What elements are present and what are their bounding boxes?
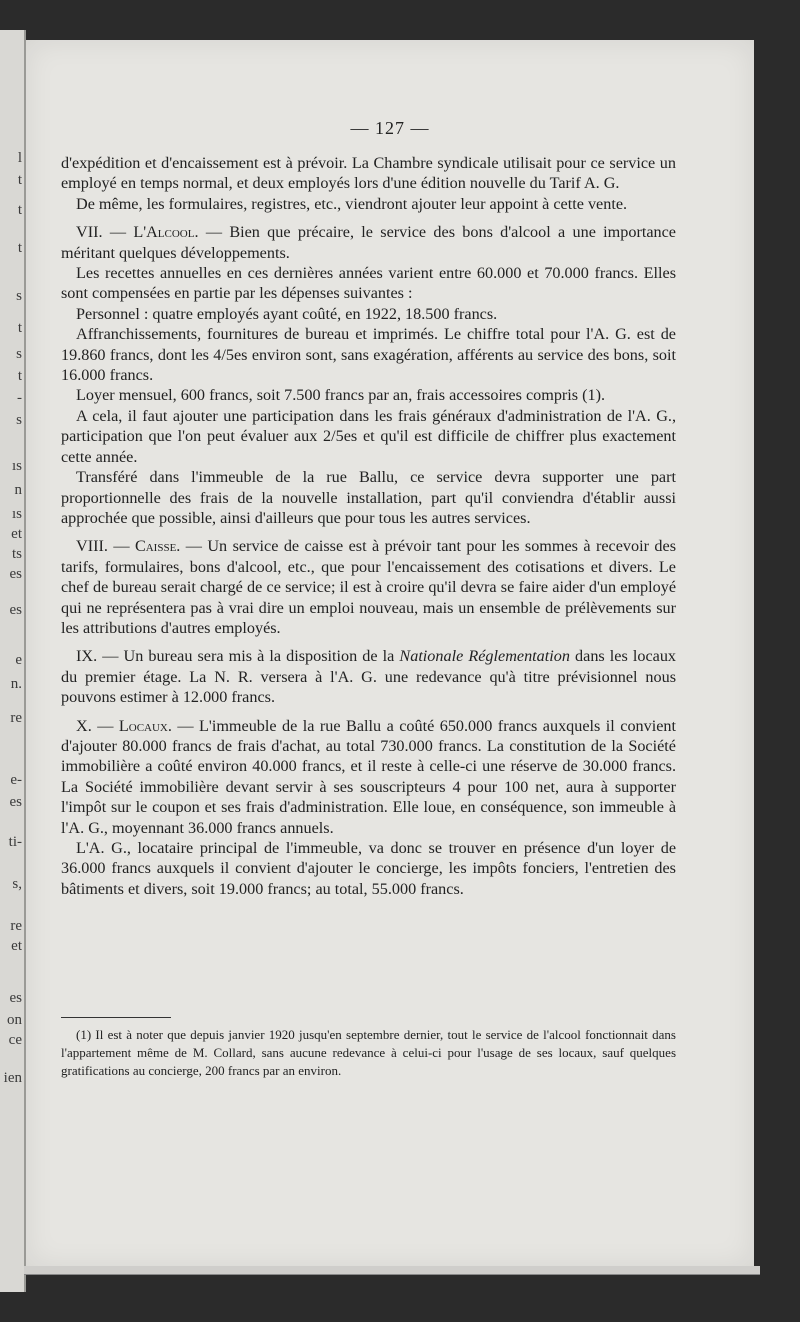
footnote-separator <box>61 1017 171 1018</box>
margin-fragment: ien <box>3 1070 22 1086</box>
section-heading: Caisse. <box>134 537 181 556</box>
adjacent-page-edge <box>0 30 26 1292</box>
section-text: Un bureau sera mis à la disposition de la <box>123 647 395 666</box>
margin-fragment: t <box>17 202 22 218</box>
margin-fragment: e- <box>10 772 22 788</box>
section-nationale <box>61 646 676 707</box>
section-heading: Locaux. <box>118 716 172 735</box>
margin-fragment: ti- <box>8 834 22 850</box>
footnote-text: (1) Il est à noter que depuis janvier 1920 jusqu'en septembre dernier, tout le service de l'alcool fonctionnait dans l'appartement même de M. Collard, sans aucune redevance à celui-ci pour l'usage de ses locaux, sauf quelques gratifications au concierge, 200 francs par an environ. <box>61 1027 676 1078</box>
margin-fragment: n. <box>10 676 22 692</box>
margin-fragment: - <box>17 390 22 406</box>
paragraph: De même, les formulaires, registres, etc., viendront ajouter leur appoint à cette vente. <box>76 194 628 213</box>
section-number: VIII. — <box>76 537 130 556</box>
section-number: VII. — <box>76 223 127 242</box>
margin-fragment: s <box>16 288 22 304</box>
section-text: dans les locaux du premier étage. La N. R. versera à l'A. G. une redevance qu'à titre prévisionnel nous pouvons estimer à 12.000 francs. <box>61 647 677 707</box>
paragraph: A cela, il faut ajouter une participation dans les frais généraux d'administration de l'A. G., participation que l'on peut évaluer aux 2/5es et qu'il est difficile de chiffrer plus exactement cette année. <box>61 406 676 466</box>
paragraph: Personnel : quatre employés ayant coûté, en 1922, 18.500 francs. <box>76 304 498 323</box>
margin-fragment: t <box>17 368 22 384</box>
margin-fragment: et <box>11 526 22 542</box>
section-heading: L'Alcool. <box>133 223 199 242</box>
margin-fragment: ts <box>11 546 22 562</box>
page-number: — 127 — <box>350 118 430 138</box>
section-caisse <box>61 536 676 638</box>
italic-title: Nationale Réglementation <box>399 647 570 666</box>
page-bottom-edge <box>24 1266 760 1275</box>
margin-fragment: on <box>7 1012 22 1028</box>
paragraph: Transféré dans l'immeuble de la rue Ballu, ce service devra supporter une part proportionnelle des frais de la nouvelle installation, part qu'il conviendra d'établir aussi approchée que possible, ainsi d'ailleurs que pour tous les autres services. <box>61 468 676 527</box>
footnote <box>61 1026 676 1080</box>
section-alcool <box>61 222 676 263</box>
margin-fragment: ıs <box>11 458 22 474</box>
page-body <box>61 153 676 899</box>
book-page <box>26 40 754 1268</box>
section-text: — Bien que précaire, le service des bons d'alcool a une importance méritant quelques développements. <box>61 223 676 262</box>
margin-fragment: ce <box>8 1032 22 1048</box>
section-number: X. — <box>76 716 114 735</box>
margin-fragment: re <box>10 918 22 934</box>
paragraph: L'A. G., locataire principal de l'immeuble, va donc se trouver en présence d'un loyer de 36.000 francs auxquels il convient d'ajouter le concierge, les impôts fonciers, l'entretien des bâtiments et divers, soit 19.000 francs; au total, 55.000 francs. <box>61 839 676 898</box>
margin-fragment: n <box>14 482 22 498</box>
section-text: — Un service de caisse est à prévoir tant pour les sommes à recevoir des tarifs, formulaires, bons d'alcool, etc., que pour l'encaissement des cotisations et divers. Le chef de bureau serait chargé de ce service; il est à croire qu'il devra se faire aider d'un employé qui ne représentera pas à vrai dire un emploi nouveau, mais un ensemble de prélèvements sur les attributions d'autres employés. <box>61 537 676 637</box>
margin-fragment: ıs <box>11 506 22 522</box>
paragraph: Les recettes annuelles en ces dernières années varient entre 60.000 et 70.000 francs. Elles sont compensées en partie par les dépenses suivantes : <box>61 264 676 303</box>
section-number: IX. — <box>76 647 119 666</box>
margin-fragment: t <box>17 172 22 188</box>
margin-fragment: e <box>15 652 22 668</box>
margin-fragment: es <box>9 990 22 1006</box>
paragraph: Loyer mensuel, 600 francs, soit 7.500 francs par an, frais accessoires compris (1). <box>76 386 606 405</box>
margin-fragment: s, <box>12 876 22 892</box>
section-locaux <box>61 716 676 838</box>
margin-fragment: t <box>17 240 22 256</box>
margin-fragment: t <box>17 320 22 336</box>
margin-fragment: es <box>9 794 22 810</box>
margin-fragment: s <box>16 412 22 428</box>
section-text: — L'immeuble de la rue Ballu a coûté 650.000 francs auxquels il convient d'ajouter 80.000 francs de frais d'achat, au total 730.000 francs. La constitution de la Société immobilière a coûté environ 40.000 francs, et il reste à celle-ci une réserve de 30.000 francs. La Société immobilière devant servir à ses souscripteurs 4 pour 100 net, aura à supporter l'impôt sur le coupon et ses frais d'administration. Elle loue, en conséquence, son immeuble à l'A. G., moyennant 36.000 francs annuels. <box>61 716 676 837</box>
margin-fragment: re <box>10 710 22 726</box>
margin-fragment: es <box>9 566 22 582</box>
margin-fragment: l <box>17 150 22 166</box>
paragraph: d'expédition et d'encaissement est à prévoir. La Chambre syndicale utilisait pour ce service un employé en temps normal, et deux employés lors d'une édition nouvelle du Tarif A. G. <box>61 154 676 193</box>
margin-fragment: et <box>11 938 22 954</box>
margin-fragment: es <box>9 602 22 618</box>
paragraph: Affranchissements, fournitures de bureau et imprimés. Le chiffre total pour l'A. G. est de 19.860 francs, dont les 4/5es environ sont, sans exagération, afférents au service des bons, soit 16.000 francs. <box>61 325 676 385</box>
margin-fragment: s <box>16 346 22 362</box>
